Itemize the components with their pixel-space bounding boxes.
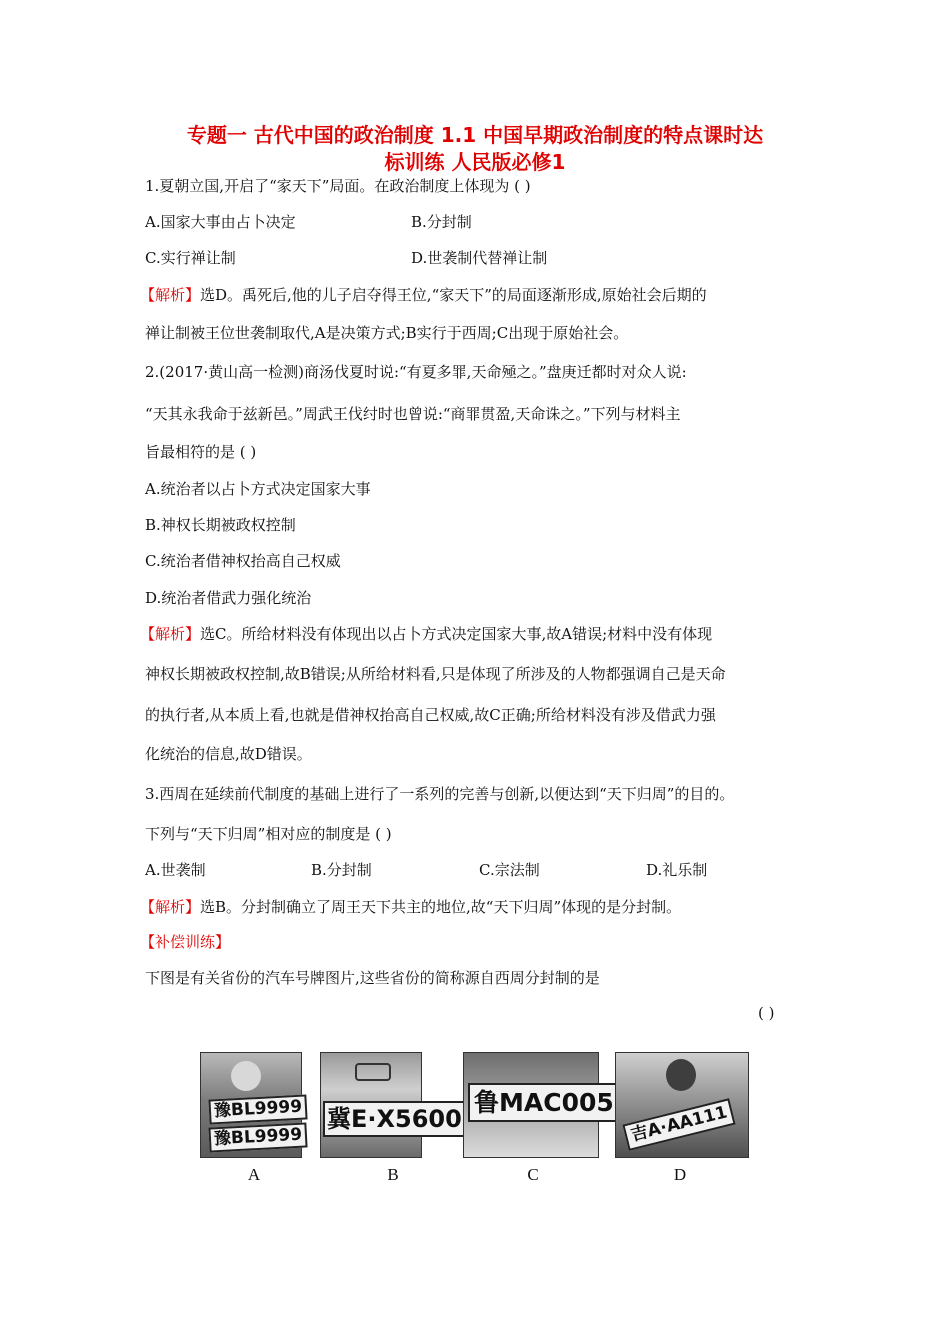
supplementary-tag: 【补偿训练】 xyxy=(140,933,231,951)
q3-analysis-line-1 xyxy=(140,897,681,917)
q2-option-c: C.统治者借神权抬高自己权威 xyxy=(145,552,341,570)
license-plate-figure xyxy=(0,1052,950,1192)
q1-option-b: B.分封制 xyxy=(411,213,472,231)
supplementary-answer-paren: ( ) xyxy=(758,1004,775,1022)
plate-a-2: 豫BL9999 xyxy=(208,1122,307,1152)
license-plate-photo-b xyxy=(320,1052,462,1158)
q2-option-b: B.神权长期被政权控制 xyxy=(145,516,296,534)
q3-option-d: D.礼乐制 xyxy=(646,861,708,879)
q1-option-d: D.世袭制代替禅让制 xyxy=(411,249,548,267)
q3-stem-line-1: 3.西周在延续前代制度的基础上进行了一系列的完善与创新,以便达到“天下归周”的目的。 xyxy=(145,785,735,803)
plate-b-1: 冀E·X5600 xyxy=(323,1101,466,1137)
plate-a-1: 豫BL9999 xyxy=(208,1094,307,1124)
q3-option-b: B.分封制 xyxy=(311,861,372,879)
license-plate-photo-a xyxy=(200,1052,302,1158)
q1-analysis-line-1 xyxy=(140,285,707,305)
q2-stem-line-1: 2.(2017·黄山高一检测)商汤伐夏时说:“有夏多罪,天命殛之。”盘庚迁都时对众人说: xyxy=(145,363,687,381)
license-plate-photo-c xyxy=(463,1052,614,1158)
q2-option-d: D.统治者借武力强化统治 xyxy=(145,589,312,607)
analysis-tag: 【解析】 xyxy=(140,625,201,643)
figure-label-c: C xyxy=(527,1165,539,1184)
q2-stem-line-3: 旨最相符的是 ( ) xyxy=(145,443,257,461)
license-plate-photo-d xyxy=(615,1052,749,1158)
supplementary-stem: 下图是有关省份的汽车号牌图片,这些省份的简称源自西周分封制的是 xyxy=(145,969,600,987)
q1-stem: 1.夏朝立国,开启了“家天下”局面。在政治制度上体现为 ( ) xyxy=(145,177,531,195)
figure-label-a: A xyxy=(247,1165,261,1184)
plate-c-1: 鲁MAC005 xyxy=(468,1083,620,1122)
q1-analysis-text-1: 选D。禹死后,他的儿子启夺得王位,“家天下”的局面逐渐形成,原始社会后期的 xyxy=(200,286,707,304)
analysis-tag: 【解析】 xyxy=(140,286,201,304)
q3-option-a: A.世袭制 xyxy=(145,861,206,879)
q2-analysis-line-2: 神权长期被政权控制,故B错误;从所给材料看,只是体现了所涉及的人物都强调自己是天命 xyxy=(145,665,726,683)
title-line-1: 专题一 古代中国的政治制度 1.1 中国早期政治制度的特点课时达 xyxy=(186,123,764,147)
q2-analysis-line-4: 化统治的信息,故D错误。 xyxy=(145,745,312,763)
q1-option-a: A.国家大事由占卜决定 xyxy=(145,213,296,231)
q2-stem-line-2: “天其永我命于兹新邑。”周武王伐纣时也曾说:“商罪贯盈,天命诛之。”下列与材料主 xyxy=(145,405,681,423)
analysis-tag: 【解析】 xyxy=(140,898,201,916)
q3-option-c: C.宗法制 xyxy=(479,861,540,879)
figure-label-d: D xyxy=(673,1165,687,1184)
q2-analysis-line-1 xyxy=(140,624,712,644)
q1-option-c: C.实行禅让制 xyxy=(145,249,236,267)
figure-label-b: B xyxy=(387,1165,399,1184)
q2-analysis-line-3: 的执行者,从本质上看,也就是借神权抬高自己权威,故C正确;所给材料没有涉及借武力强 xyxy=(145,706,716,724)
q3-analysis-text-1: 选B。分封制确立了周王天下共主的地位,故“天下归周”体现的是分封制。 xyxy=(200,898,682,916)
plate-d-1: 吉A·AA111 xyxy=(622,1098,736,1151)
document-title xyxy=(100,122,850,176)
title-line-2: 标训练 人民版必修1 xyxy=(384,150,566,174)
q2-option-a: A.统治者以占卜方式决定国家大事 xyxy=(145,480,371,498)
q1-analysis-line-2: 禅让制被王位世袭制取代,A是决策方式;B实行于西周;C出现于原始社会。 xyxy=(145,324,629,342)
q3-stem-line-2: 下列与“天下归周”相对应的制度是 ( ) xyxy=(145,825,392,843)
q2-analysis-text-1: 选C。所给材料没有体现出以占卜方式决定国家大事,故A错误;材料中没有体现 xyxy=(200,625,713,643)
